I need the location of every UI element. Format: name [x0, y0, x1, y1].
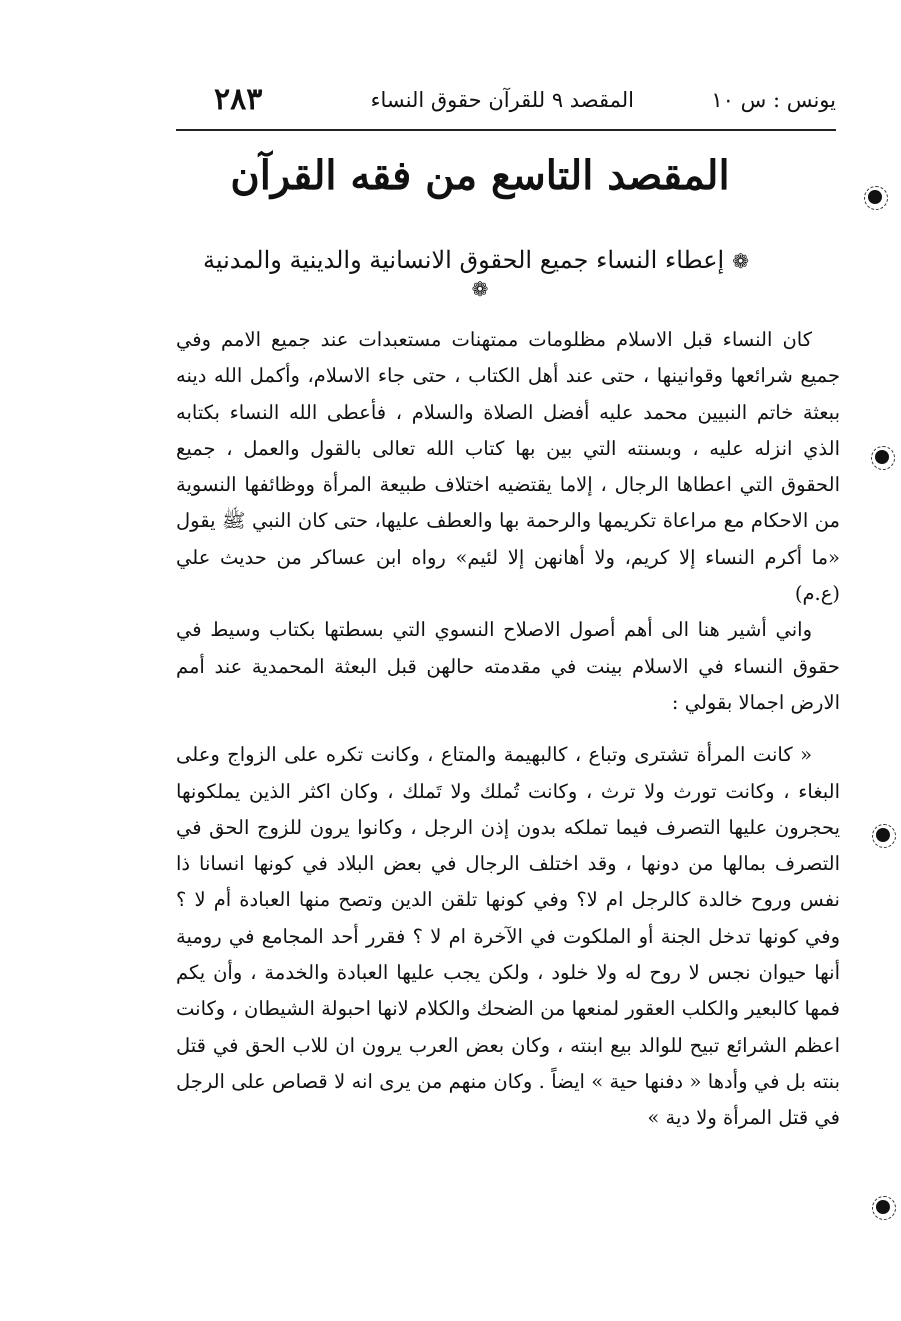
paragraph: كان النساء قبل الاسلام مظلومات ممتهنات مستعبدات عند جميع الامم وفي جميع شرائعها وقوانينها ، حتى عند أهل الكتاب ، حتى جاء الاسلام، وأكمل الله دينه ببعثة خاتم النبيين محمد عليه أفضل الصلاة والسلام ، فأعطى الله النساء بكتابه الذي انزله عليه ، وبسنته التي بين بها كتاب الله تعالى بالقول والعمل ، جميع الحقوق التي اعطاها الرجال ، إلاما يقتضيه اختلاف طبيعة المرأة ووظائفها النسوية من الاحكام مع مراعاة تكريمها والرحمة بها والعطف عليها، حتى كان النبي ﷺ يقول «ما أكرم النساء إلا كريم، ولا أهانهن إلا لئيم» رواه ابن عساكر من حديث علي (ع.م)	[176, 328, 840, 606]
paragraph: واني أشير هنا الى أهم أصول الاصلاح النسوي التي بسطتها بكتاب وسيط في حقوق النساء في الاسلام بينت في مقدمته حالهن قبل البعثة المحمدية عند أمم الارض اجمالا بقولي :	[176, 618, 840, 714]
ornament-icon: ❁	[471, 277, 489, 301]
section-subheading	[200, 246, 760, 302]
binding-hole-mark	[876, 828, 890, 842]
binding-hole-mark	[875, 450, 889, 464]
body-text	[176, 322, 840, 1137]
binding-hole-mark	[876, 1200, 890, 1214]
subheading-text: إعطاء النساء جميع الحقوق الانسانية والدينية والمدنية	[203, 246, 725, 274]
binding-hole-mark	[868, 190, 882, 204]
quoted-paragraph: « كانت المرأة تشترى وتباع ، كالبهيمة والمتاع ، وكانت تكره على الزواج وعلى البغاء ، وكانت تورث ولا ترث ، وكانت تُملك ولا تَملك ، وكان اكثر الذين يملكونها يحجرون عليها التصرف فيما تملكه بدون إذن الرجل ، وكانوا يرون للزوج الحق في التصرف بمالها من دونها ، وقد اختلف الرجال في بعض البلاد في كونها انسانا ذا نفس وروح خالدة كالرجل ام لا؟ وفي كونها تلقن الدين وتصح منها العبادة أم لا ؟ وفي كونها تدخل الجنة أو الملكوت في الآخرة ام لا ؟ فقرر أحد المجامع في رومية أنها حيوان نجس لا روح له ولا خلود ، ولكن يجب عليها العبادة والخدمة ، وأن يكم فمها كالبعير والكلب العقور لمنعها من الضحك والكلام لانها احبولة الشيطان ، وكانت اعظم الشرائع تبيح للوالد بيع ابنته ، وكان بعض العرب يرون ان للاب الحق في قتل بنته بل في وأدها « دفنها حية » ايضاً . وكان منهم من يرى انه لا قصاص على الرجل في قتل المرأة ولا دية »	[176, 743, 840, 1130]
ornament-icon: ❁	[732, 249, 749, 273]
chapter-title: المقصد التاسع من فقه القرآن	[230, 152, 730, 199]
header-sura-reference: يونس : س ١٠	[711, 88, 836, 112]
header-running-title: المقصد ٩ للقرآن حقوق النساء	[370, 88, 634, 112]
running-header	[176, 84, 844, 124]
header-rule	[176, 129, 836, 131]
page-number: ٢٨٣	[214, 82, 263, 117]
